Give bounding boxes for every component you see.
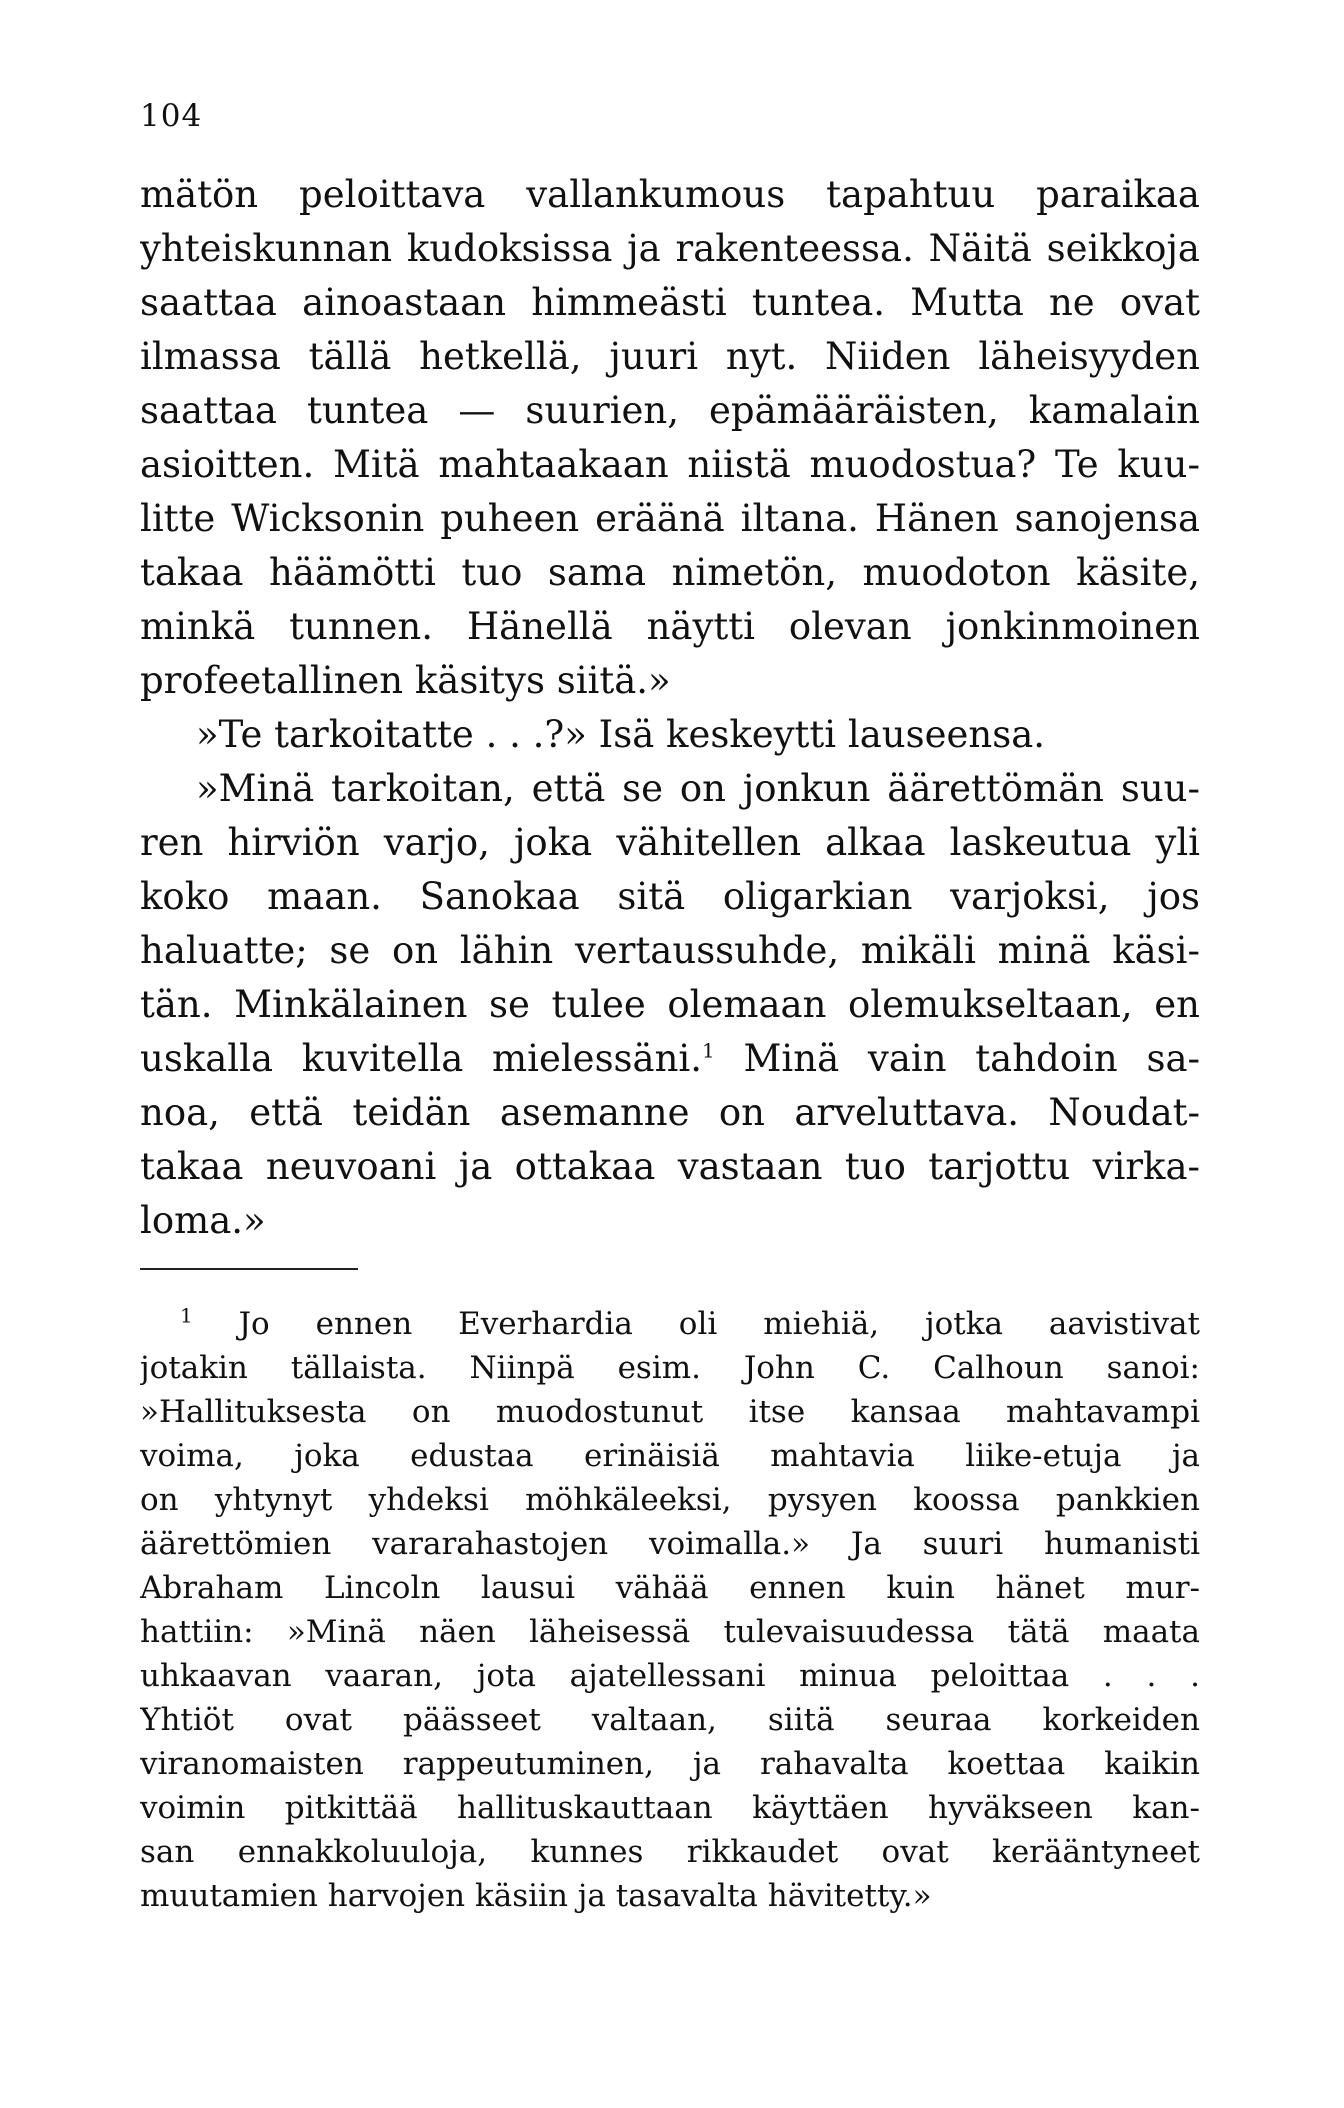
body-line: tän. Minkälainen se tulee olemaan olemukseltaan, en: [140, 983, 1200, 1026]
page-number: 104: [140, 98, 203, 134]
body-line: saattaa tuntea — suurien, epämääräisten, kamalain: [140, 389, 1200, 432]
body-line: saattaa ainoastaan himmeästi tuntea. Mutta ne ovat: [140, 281, 1200, 324]
footnote-line: uhkaavan vaaran, jota ajatellessani minua peloittaa . . .: [140, 1658, 1200, 1694]
footnote-marker: 1: [180, 1303, 193, 1328]
footnote-line: jotakin tällaista. Niinpä esim. John C. Calhoun sanoi:: [140, 1350, 1200, 1386]
body-line: yhteiskunnan kudoksissa ja rakenteessa. Näitä seikkoja: [140, 227, 1200, 270]
body-line: profeetallinen käsitys siitä.»: [140, 659, 671, 702]
body-line-text: Minä vain tahdoin sa-: [714, 1037, 1200, 1080]
footnote-line: Abraham Lincoln lausui vähää ennen kuin hänet mur-: [140, 1570, 1200, 1606]
body-text: [140, 168, 1200, 1248]
body-line: mätön peloittava vallankumous tapahtuu paraikaa: [140, 173, 1200, 216]
body-line: takaa häämötti tuo sama nimetön, muodoton käsite,: [140, 551, 1200, 594]
body-line-with-footnote-ref: [140, 1032, 1200, 1086]
body-line-text: uskalla kuvitella mielessäni.: [140, 1037, 703, 1080]
footnote: [140, 1302, 1200, 1918]
footnote-line: voima, joka edustaa erinäisiä mahtavia liike-etuja ja: [140, 1438, 1200, 1474]
body-line: loma.»: [140, 1199, 266, 1242]
footnote-reference[interactable]: 1: [702, 1038, 715, 1063]
body-line: noa, että teidän asemanne on arveluttava. Noudat-: [140, 1091, 1200, 1134]
body-line: »Minä tarkoitan, että se on jonkun äärettömän suu-: [196, 767, 1200, 810]
body-line: minkä tunnen. Hänellä näytti olevan jonkinmoinen: [140, 605, 1200, 648]
footnote-line: »Hallituksesta on muodostunut itse kansaa mahtavampi: [140, 1394, 1200, 1430]
footnote-line: äärettömien vararahastojen voimalla.» Ja suuri humanisti: [140, 1526, 1200, 1562]
footnote-line: hattiin: »Minä näen läheisessä tulevaisuudessa tätä maata: [140, 1614, 1200, 1650]
footnote-text: Jo ennen Everhardia oli miehiä, jotka aavistivat: [192, 1306, 1200, 1342]
body-line: koko maan. Sanokaa sitä oligarkian varjoksi, jos: [140, 875, 1200, 918]
footnote-divider: [140, 1268, 358, 1270]
footnote-line: [140, 1302, 1200, 1346]
body-line: »Te tarkoitatte . . .?» Isä keskeytti lauseensa.: [196, 713, 1046, 756]
footnote-line: Yhtiöt ovat päässeet valtaan, siitä seuraa korkeiden: [140, 1702, 1200, 1738]
footnote-line: viranomaisten rappeutuminen, ja rahavalta koettaa kaikin: [140, 1746, 1200, 1782]
body-line: litte Wicksonin puheen eräänä iltana. Hänen sanojensa: [140, 497, 1200, 540]
footnote-line: san ennakkoluuloja, kunnes rikkaudet ovat kerääntyneet: [140, 1834, 1200, 1870]
footnote-line: voimin pitkittää hallituskauttaan käyttäen hyväkseen kan-: [140, 1790, 1200, 1826]
body-line: ilmassa tällä hetkellä, juuri nyt. Niiden läheisyyden: [140, 335, 1200, 378]
footnote-line: muutamien harvojen käsiin ja tasavalta hävitetty.»: [140, 1878, 932, 1914]
body-line: ren hirviön varjo, joka vähitellen alkaa laskeutua yli: [140, 821, 1200, 864]
footnote-line: on yhtynyt yhdeksi möhkäleeksi, pysyen koossa pankkien: [140, 1482, 1200, 1518]
body-line: asioitten. Mitä mahtaakaan niistä muodostua? Te kuu-: [140, 443, 1200, 486]
body-line: haluatte; se on lähin vertaussuhde, mikäli minä käsi-: [140, 929, 1200, 972]
body-line: takaa neuvoani ja ottakaa vastaan tuo tarjottu virka-: [140, 1145, 1200, 1188]
